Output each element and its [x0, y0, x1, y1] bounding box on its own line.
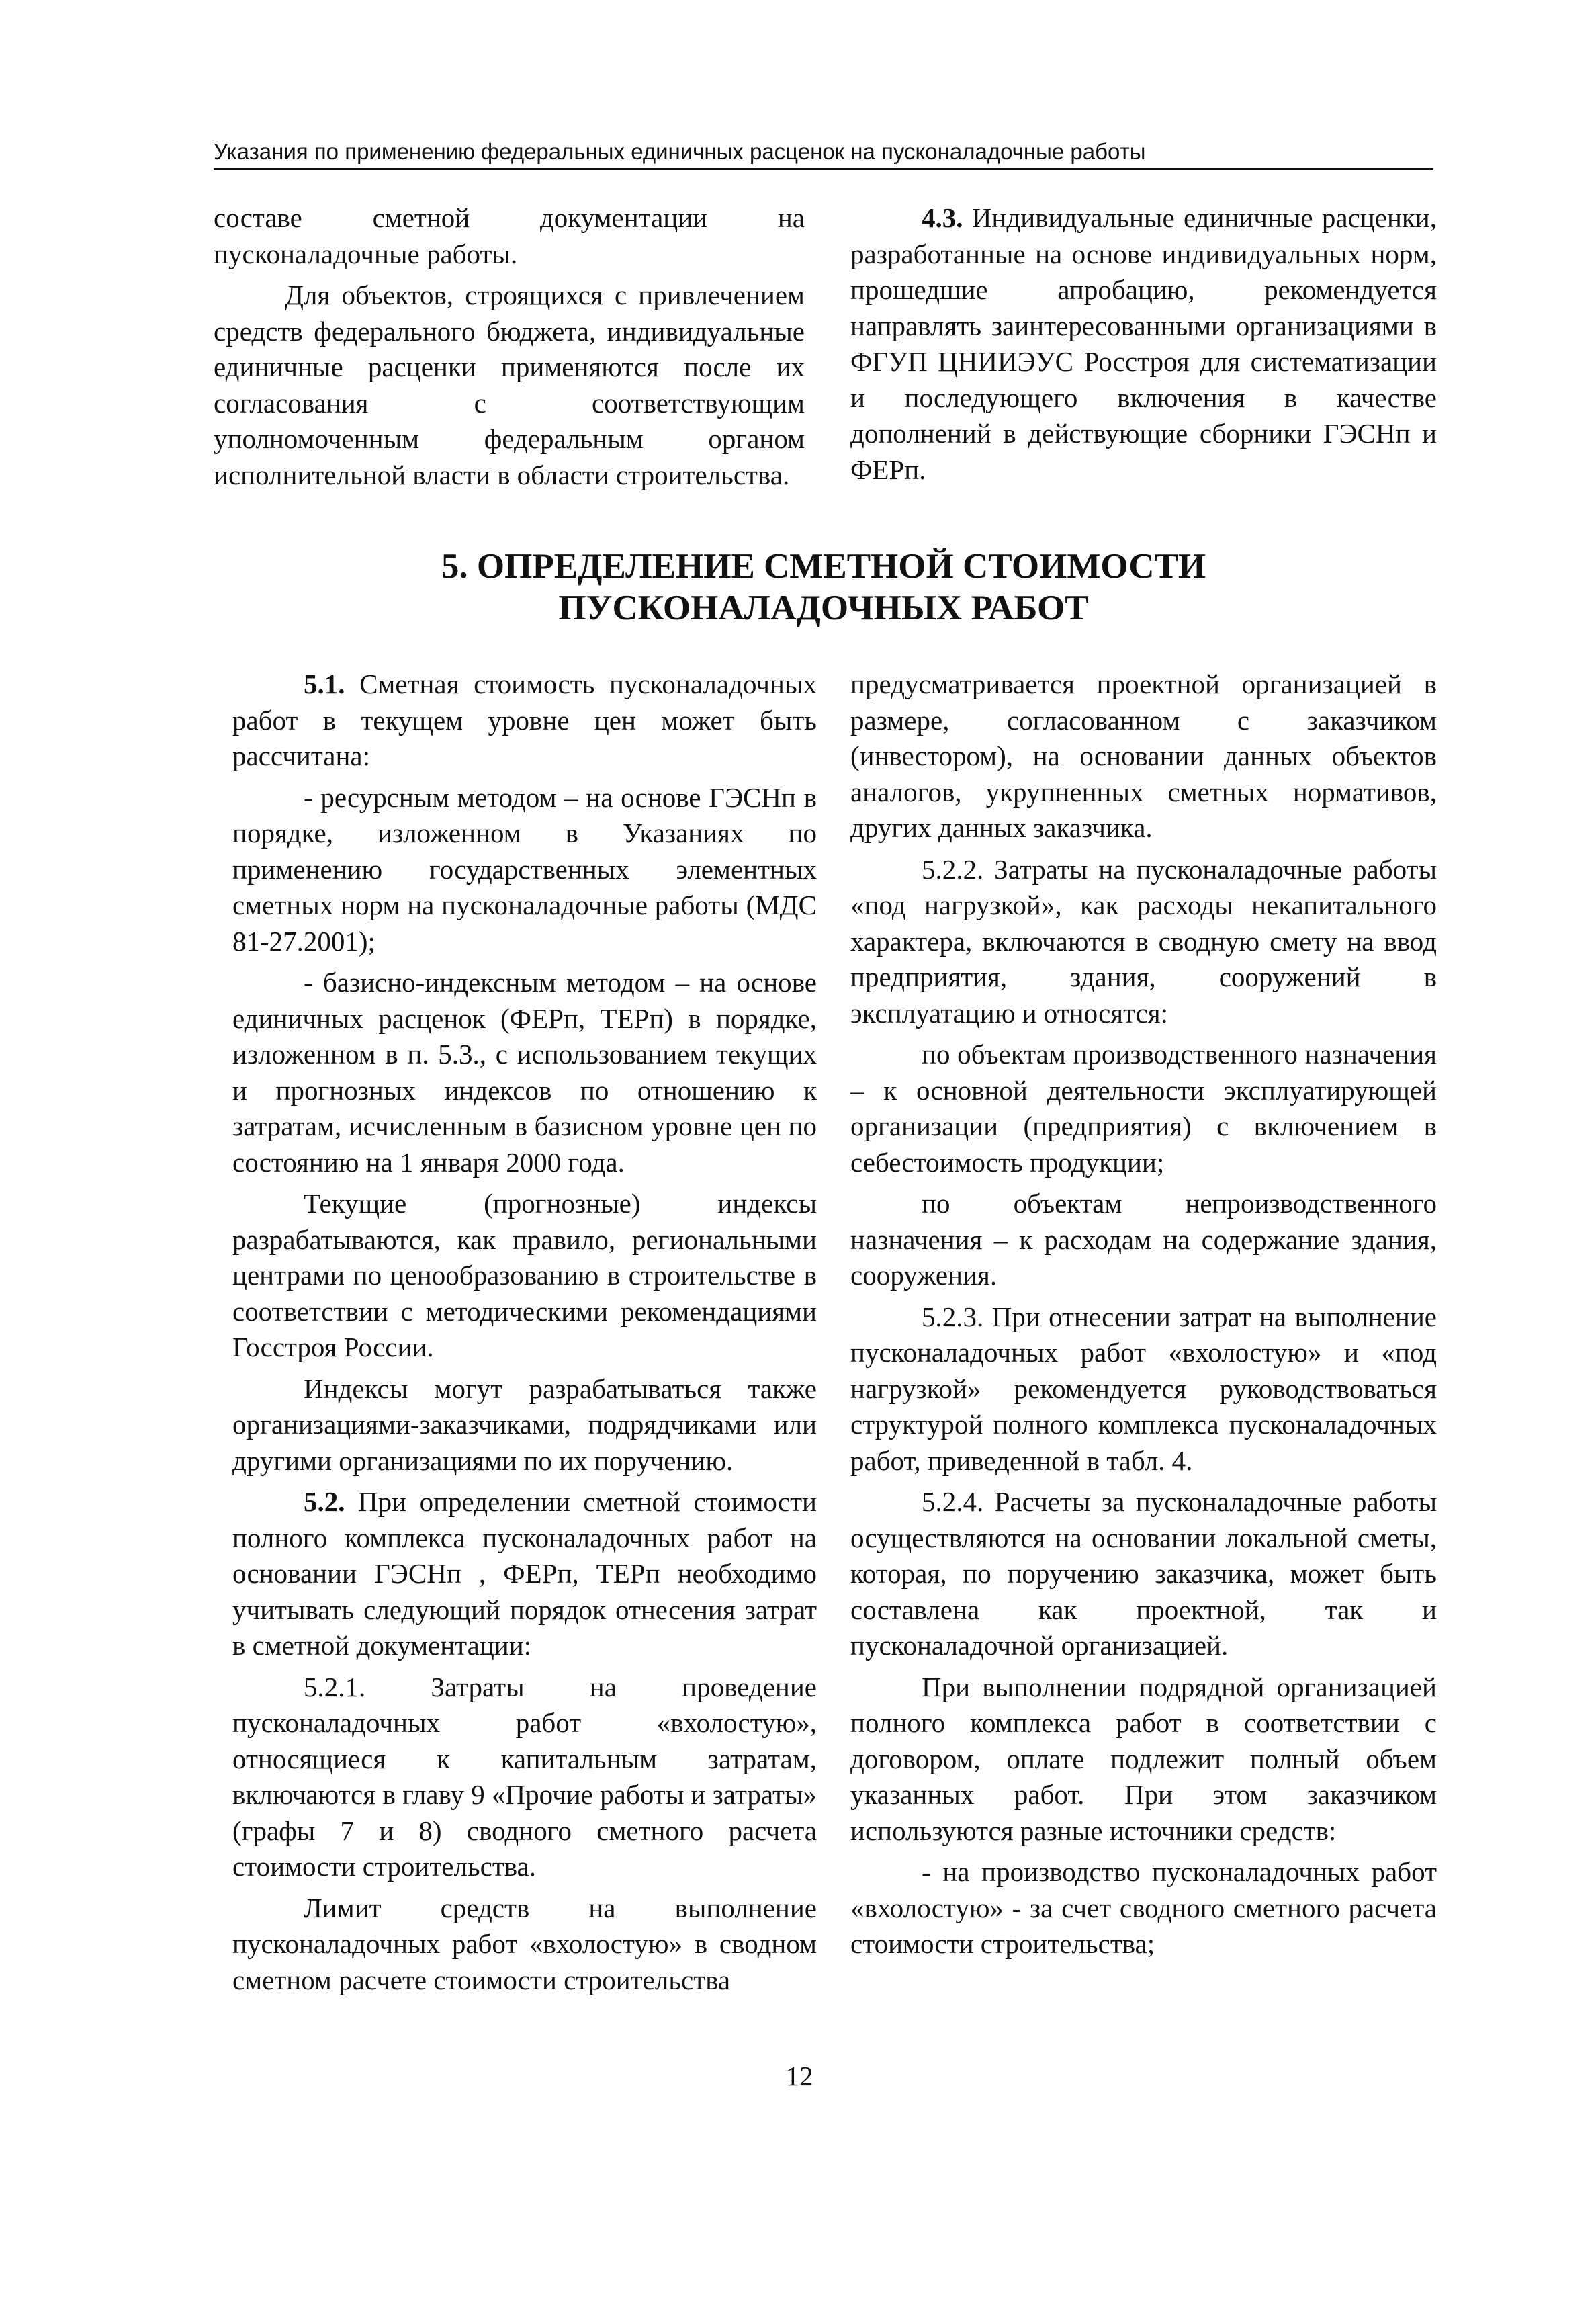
paragraph-number: 4.3.	[922, 202, 963, 233]
top-right-column	[850, 200, 1437, 493]
paragraph: 5.2.4. Расчеты за пусконаладочные работы осуществляются на основании локальной сметы, которая, по поручению заказчика, может быть составлена как проектной, так и пусконаладочной организацией.	[850, 1486, 1437, 1661]
paragraph: 5.2.1. Затраты на проведение пусконаладочных работ «вхолостую», относящиеся к капитальным затратам, включаются в главу 9 «Прочие работы и затраты» (графы 7 и 8) сводного сметного расчета стоимости строительства.	[232, 1671, 817, 1882]
paragraph: 5.2.3. При отнесении затрат на выполнение пусконаладочных работ «вхолостую» и «под нагрузкой» рекомендуется руководствоваться структурой полного комплекса пусконаладочных работ, приведенной в табл. 4.	[850, 1301, 1437, 1476]
paragraph: - ресурсным методом – на основе ГЭСНп в порядке, изложенном в Указаниях по применению государственных элементных сметных норм на пусконаладочные работы (МДС 81-27.2001);	[232, 781, 817, 957]
section-title	[214, 546, 1433, 629]
paragraph: по объектам производственного назначения – к основной деятельности эксплуатирующей организации (предприятия) с включением в себестоимость продукции;	[850, 1039, 1437, 1178]
paragraph-number: 5.2.	[304, 1486, 345, 1517]
top-left-column	[214, 200, 805, 498]
paragraph-number: 5.1.	[304, 668, 345, 699]
left-column	[232, 666, 817, 2003]
section-title-line: 5. ОПРЕДЕЛЕНИЕ СМЕТНОЙ СТОИМОСТИ	[441, 547, 1206, 586]
section-title-line: ПУСКОНАЛАДОЧНЫХ РАБОТ	[558, 589, 1089, 627]
paragraph-5-2	[232, 1484, 817, 1664]
paragraph: составе сметной документации на пусконаладочные работы.	[214, 202, 805, 269]
paragraph-text: Индивидуальные единичные расценки, разработанные на основе индивидуальных норм, прошедшие апробацию, рекомендуется направлять заинтересованными организациями в ФГУП ЦНИИЭУС Росстроя для систематизации и последующего включения в качестве дополнений в действующие сборники ГЭСНп и ФЕРп.	[850, 202, 1437, 485]
paragraph: Текущие (прогнозные) индексы разрабатываются, как правило, региональными центрами по ценообразованию в строительстве в соответствии с методическими рекомендациями Госстроя России.	[232, 1188, 817, 1362]
page-number: 12	[785, 2061, 813, 2091]
paragraph: Лимит средств на выполнение пусконаладочных работ «вхолостую» в сводном сметном расчете стоимости строительства	[232, 1892, 817, 1995]
paragraph: - базисно-индексным методом – на основе единичных расценок (ФЕРп, ТЕРп) в порядке, изложенном в п. 5.3., с использованием текущих и прогнозных индексов по отношению к затратам, исчисленным в базисном уровне цен по состоянию на 1 января 2000 года.	[232, 967, 817, 1178]
paragraph-text: Сметная стоимость пусконаладочных работ в текущем уровне цен может быть рассчитана:	[232, 668, 817, 771]
right-column	[850, 666, 1437, 1968]
paragraph: - на производство пусконаладочных работ «вхолостую» - за счет сводного сметного расчета стоимости строительства;	[850, 1856, 1437, 1959]
paragraph: Индексы могут разрабатываться также организациями-заказчиками, подрядчиками или другими организациями по их поручению.	[232, 1373, 817, 1476]
paragraph: 5.2.2. Затраты на пусконаладочные работы «под нагрузкой», как расходы некапитального характера, включаются в сводную смету на ввод предприятия, здания, сооружений в эксплуатацию и относятся:	[850, 853, 1437, 1029]
header-rule	[214, 168, 1433, 170]
paragraph-text: При определении сметной стоимости полного комплекса пусконаладочных работ на основании ГЭСНп , ФЕРп, ТЕРп необходимо учитывать следующий порядок отнесения затрат в сметной документации:	[232, 1486, 817, 1661]
paragraph: При выполнении подрядной организацией полного комплекса работ в соответствии с договором, оплате подлежит полный объем указанных работ. При этом заказчиком используются разные источники средств:	[850, 1671, 1437, 1846]
running-header: Указания по применению федеральных единичных расценок на пусконаладочные работы	[214, 139, 1146, 164]
paragraph-5-1	[232, 666, 817, 775]
paragraph: Для объектов, строящихся с привлечением средств федерального бюджета, индивидуальные единичные расценки применяются после их согласования с соответствующим уполномоченным федеральным органом исполнительной власти в области строительства.	[214, 279, 805, 490]
paragraph: предусматривается проектной организацией в размере, согласованном с заказчиком (инвестором), на основании данных объектов аналогов, укрупненных сметных нормативов, других данных заказчика.	[850, 668, 1437, 843]
paragraph-4-3	[850, 200, 1437, 488]
paragraph: по объектам непроизводственного назначения – к расходам на содержание здания, сооружения.	[850, 1188, 1437, 1291]
